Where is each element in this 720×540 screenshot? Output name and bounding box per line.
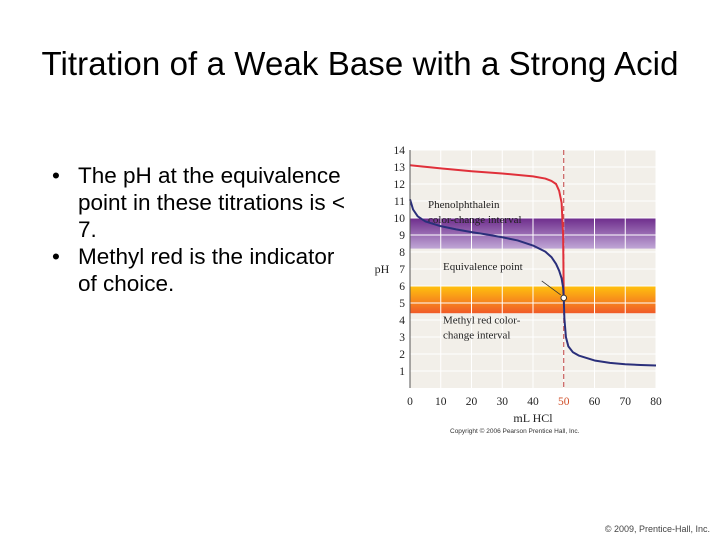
x-tick-label: 30 [496,396,508,408]
x-tick-label: 10 [435,396,447,408]
x-tick-label: 70 [619,396,631,408]
y-tick-label: 12 [393,179,405,191]
y-tick-label: 4 [399,315,405,327]
x-tick-label: 80 [650,396,662,408]
bullet-list [48,162,348,297]
x-tick-label: 20 [465,396,478,408]
y-tick-label: 14 [393,145,405,157]
band-label-phenolphthalein: color-change interval [428,214,522,227]
x-tick-label: 0 [407,396,413,408]
y-axis-title: pH [374,262,390,276]
band-label-methyl-red: Methyl red color- [443,314,521,327]
y-tick-label: 9 [399,230,405,242]
y-tick-label: 5 [399,298,405,310]
x-tick-label: 50 [558,396,570,408]
x-axis-title: mL HCl [513,411,553,425]
equivalence-point-label: Equivalence point [443,260,523,273]
x-tick-label: 40 [527,396,539,408]
bullet-item [48,162,348,243]
bullet-item [48,243,348,297]
y-tick-label: 1 [399,366,405,378]
bullet-text: The pH at the equivalence point in these titrations is < 7. [78,163,346,242]
y-tick-label: 2 [399,349,405,361]
y-tick-label: 3 [399,332,405,344]
y-tick-label: 6 [399,281,405,293]
bullet-text: Methyl red is the indicator of choice. [78,244,335,296]
chart-copyright: Copyright © 2006 Pearson Prentice Hall, Inc. [450,428,580,435]
y-tick-label: 10 [393,213,405,225]
titration-chart [360,138,680,438]
slide-title: Titration of a Weak Base with a Strong Acid [41,45,679,82]
y-tick-label: 8 [399,247,405,259]
y-tick-label: 7 [399,264,405,276]
band-label-phenolphthalein: Phenolphthalein [428,198,500,211]
y-tick-label: 11 [393,196,405,208]
band-label-methyl-red: change interval [443,329,511,342]
y-tick-label: 13 [393,162,405,174]
equivalence-point-marker [561,295,567,301]
titration-chart-svg [360,138,680,438]
x-tick-label: 60 [588,396,601,408]
bullet-dot: • [52,163,60,188]
bullet-dot: • [52,244,60,269]
footer-copyright: © 2009, Prentice-Hall, Inc. [604,524,710,534]
